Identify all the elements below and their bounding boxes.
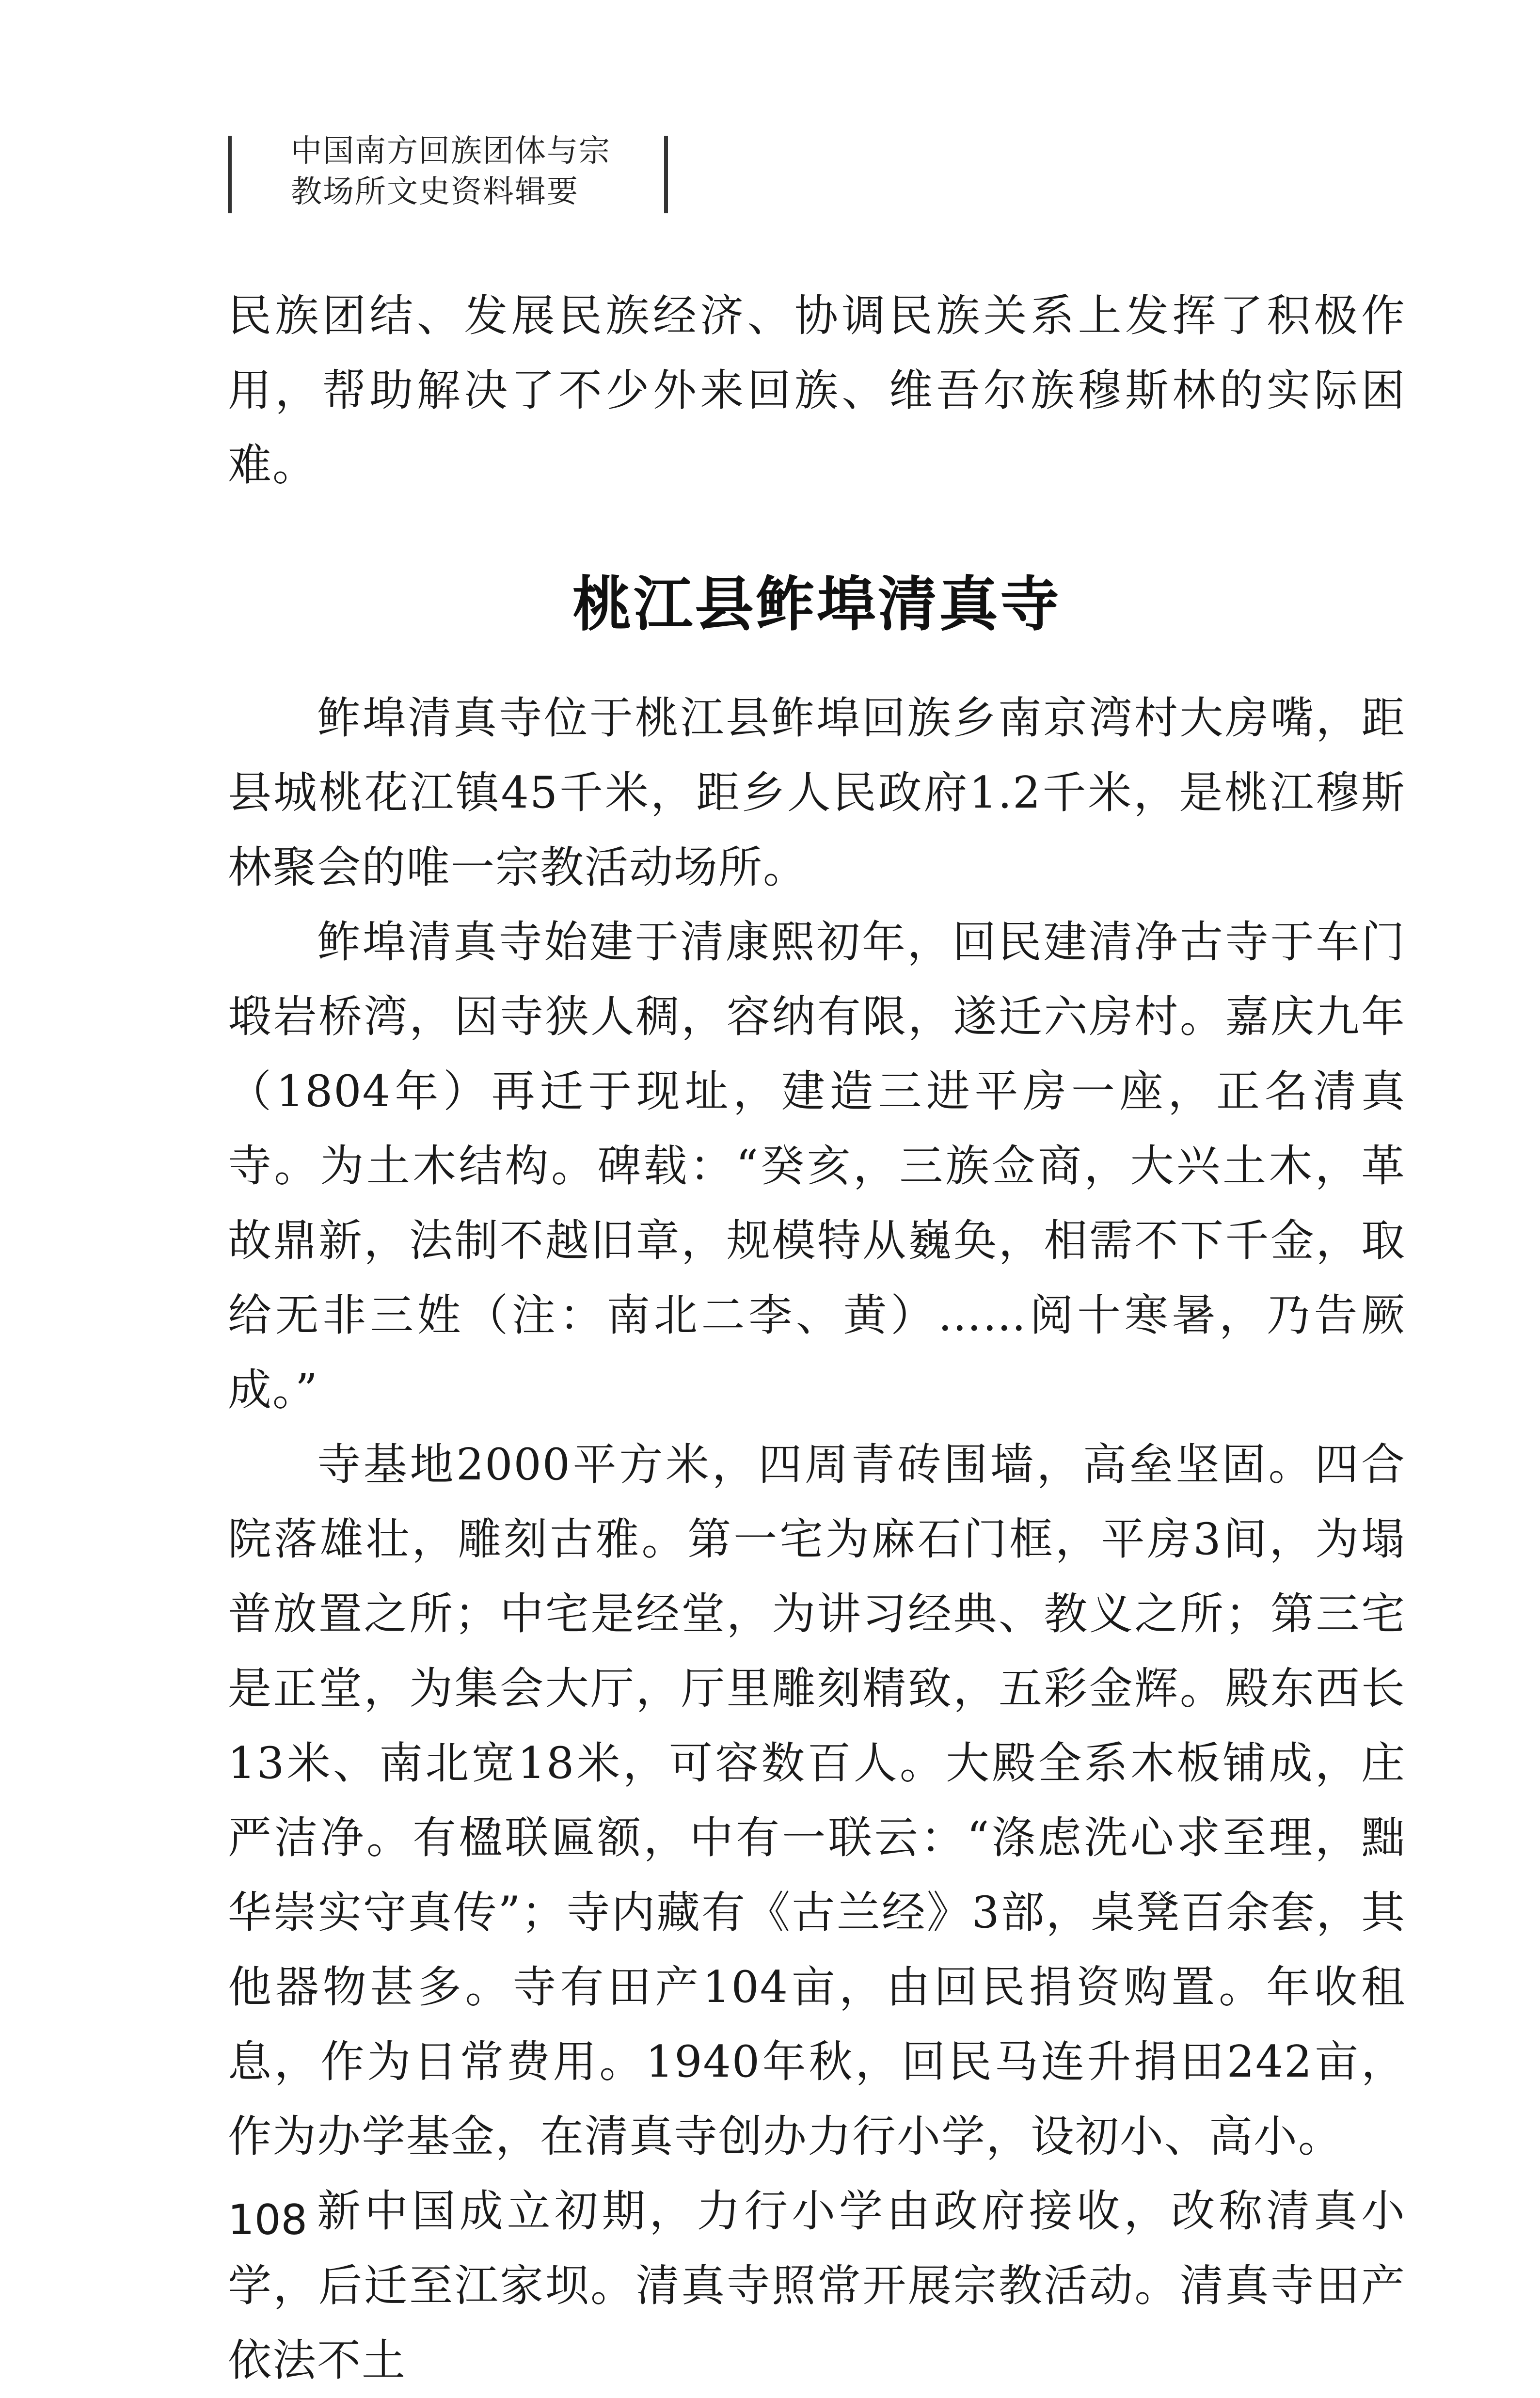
running-head-title <box>291 131 659 212</box>
running-head <box>228 131 674 213</box>
running-head-line-1: 中国南方回族团体与宗 <box>291 133 611 169</box>
article-body <box>228 681 1406 2398</box>
article-paragraph-1: 鲊埠清真寺位于桃江县鲊埠回族乡南京湾村大房嘴，距县城桃花江镇45千米，距乡人民政府1.2千米，是桃江穆斯林聚会的唯一宗教活动场所。 <box>228 693 1406 893</box>
article-paragraph-4: 新中国成立初期，力行小学由政府接收，改称清真小学，后迁至江家坝。清真寺照常开展宗教活动。清真寺田产依法不土 <box>228 2186 1406 2386</box>
page-number: 108 <box>228 2196 308 2244</box>
intro-text <box>228 279 1406 503</box>
running-head-right-rule <box>664 136 668 213</box>
article-paragraph-2: 鲊埠清真寺始建于清康熙初年，回民建清净古寺于车门塅岩桥湾，因寺狭人稠，容纳有限，遂迁六房村。嘉庆九年（1804年）再迁于现址，建造三进平房一座，正名清真寺。为土木结构。碑载：“癸亥，三族佥商，大兴土木，革故鼎新，法制不越旧章，规模特从巍奂，相需不下千金，取给无非三姓（注：南北二李、黄）……阅十寒暑，乃告厥成。” <box>228 917 1406 1415</box>
article-title: 桃江县鲊埠清真寺 <box>572 570 1061 639</box>
article-paragraph-3: 寺基地2000平方米，四周青砖围墙，高垒坚固。四合院落雄壮，雕刻古雅。第一宅为麻石门框，平房3间，为塌普放置之所；中宅是经堂，为讲习经典、教义之所；第三宅是正堂，为集会大厅，厅里雕刻精致，五彩金辉。殿东西长13米、南北宽18米，可容数百人。大殿全系木板铺成，庄严洁净。有楹联匾额，中有一联云：“涤虑洗心求至理，黜华崇实守真传”；寺内藏有《古兰经》3部，桌凳百余套，其他器物甚多。寺有田产104亩，由回民捐资购置。年收租息，作为日常费用。1940年秋，回民马连升捐田242亩，作为办学基金，在清真寺创办力行小学，设初小、高小。 <box>228 1439 1406 2162</box>
intro-paragraph: 民族团结、发展民族经济、协调民族关系上发挥了积极作用，帮助解决了不少外来回族、维吾尔族穆斯林的实际困难。 <box>228 290 1406 491</box>
running-head-line-2: 教场所文史资料辑要 <box>291 174 579 210</box>
running-head-left-rule <box>228 136 232 213</box>
